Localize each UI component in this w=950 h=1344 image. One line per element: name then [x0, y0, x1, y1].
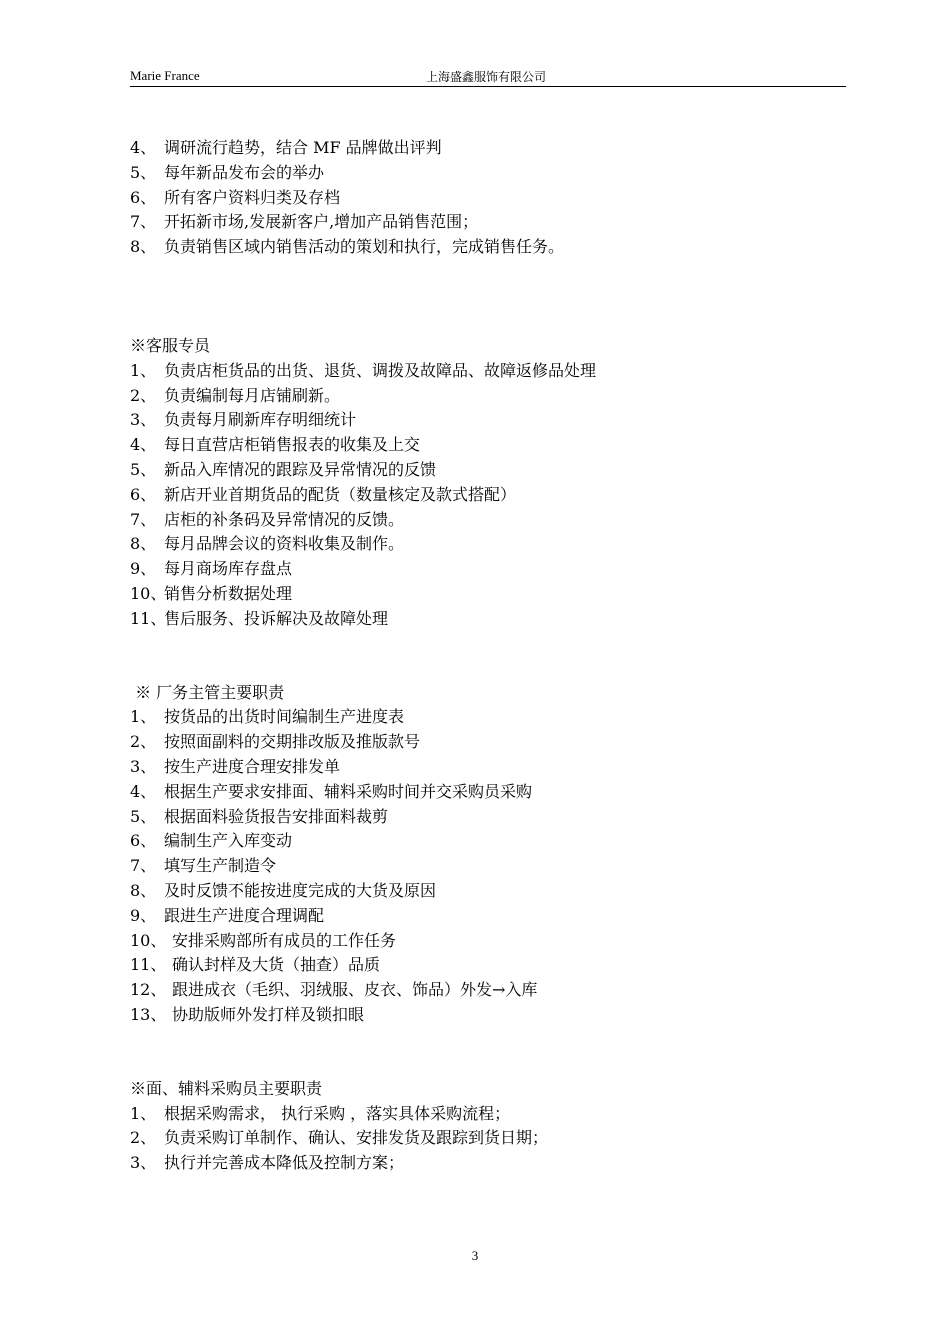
list-item	[130, 186, 846, 211]
list-item-text: 负责采购订单制作、确认、安排发货及跟踪到货日期；	[164, 1128, 549, 1148]
list-item-text: 执行并完善成本降低及控制方案；	[164, 1153, 405, 1173]
list-item	[130, 235, 846, 260]
list-item-text: 编制生产入库变动	[164, 831, 293, 851]
header-company: 上海盛鑫服饰有限公司	[426, 70, 547, 84]
list-item-text: 每日直营店柜销售报表的收集及上交	[164, 435, 421, 455]
list-item-text: 确认封样及大货（抽查）品质	[172, 955, 381, 975]
list-item-number: 2、	[130, 1128, 157, 1148]
service-section-title: ※客服专员	[130, 335, 211, 355]
list-item-number: 1、	[130, 360, 157, 380]
list-item-text: 协助版师外发打样及锁扣眼	[172, 1004, 365, 1024]
factory-section-title: ※ 厂务主管主要职责	[130, 682, 285, 702]
list-item-number: 3、	[130, 1153, 157, 1173]
list-item	[130, 805, 846, 830]
purchase-duties-list	[130, 1102, 846, 1176]
list-item-number: 6、	[130, 484, 157, 504]
list-item-number: 11、	[130, 955, 167, 975]
purchase-section-title: ※面、辅料采购员主要职责	[130, 1078, 323, 1098]
list-item	[130, 161, 846, 186]
list-item-number: 6、	[130, 831, 157, 851]
list-item-number: 1、	[130, 1103, 157, 1123]
list-item-text: 按照面副料的交期排改版及推版款号	[164, 732, 421, 752]
sales-duties-list	[130, 136, 846, 260]
list-item-text: 售后服务、投诉解决及故障处理	[164, 608, 389, 628]
list-item-number: 8、	[130, 534, 157, 554]
list-item-text: 每年新品发布会的举办	[164, 162, 325, 182]
list-item	[130, 582, 846, 607]
list-item-number: 2、	[130, 385, 157, 405]
list-item	[130, 953, 846, 978]
list-item-number: 5、	[130, 806, 157, 826]
list-item-text: 每月商场库存盘点	[164, 559, 293, 579]
list-item	[130, 210, 846, 235]
list-item-text: 及时反馈不能按进度完成的大货及原因	[164, 880, 437, 900]
list-item-number: 5、	[130, 459, 157, 479]
list-item	[130, 607, 846, 632]
list-item-number: 10、	[130, 583, 167, 603]
list-item-text: 按生产进度合理安排发单	[164, 756, 341, 776]
list-item-number: 1、	[130, 707, 157, 727]
list-item	[130, 730, 846, 755]
list-item	[130, 929, 846, 954]
list-item	[130, 829, 846, 854]
service-duties-list	[130, 359, 846, 632]
list-item-number: 9、	[130, 905, 157, 925]
list-item-text: 按货品的出货时间编制生产进度表	[164, 707, 405, 727]
list-item-number: 9、	[130, 559, 157, 579]
list-item-text: 安排采购部所有成员的工作任务	[172, 930, 397, 950]
list-item	[130, 433, 846, 458]
list-item-number: 3、	[130, 410, 157, 430]
list-item-number: 10、	[130, 930, 167, 950]
list-item	[130, 508, 846, 533]
list-item	[130, 854, 846, 879]
list-item-text: 销售分析数据处理	[164, 583, 293, 603]
list-item	[130, 780, 846, 805]
list-item-text: 每月品牌会议的资料收集及制作。	[164, 534, 405, 554]
list-item-number: 4、	[130, 781, 157, 801]
list-item-number: 11、	[130, 608, 167, 628]
list-item-text: 根据生产要求安排面、辅料采购时间并交采购员采购	[164, 781, 533, 801]
list-item-text: 店柜的补条码及异常情况的反馈。	[164, 509, 405, 529]
list-item	[130, 1102, 846, 1127]
list-item-text: 所有客户资料归类及存档	[164, 187, 341, 207]
list-item-text: 调研流行趋势，结合 MF 品牌做出评判	[164, 138, 442, 157]
list-item	[130, 557, 846, 582]
list-item-number: 4、	[130, 138, 157, 157]
list-item	[130, 408, 846, 433]
list-item-text: 负责编制每月店铺刷新。	[164, 385, 341, 405]
list-item-number: 5、	[130, 162, 157, 182]
list-item-text: 根据采购需求， 执行采购 ，落实具体采购流程；	[164, 1103, 511, 1123]
list-item-text: 填写生产制造令	[164, 856, 277, 876]
page-header	[130, 66, 846, 87]
list-item-number: 7、	[130, 212, 157, 232]
list-item	[130, 879, 846, 904]
list-item-number: 8、	[130, 237, 157, 257]
list-item-text: 新品入库情况的跟踪及异常情况的反馈	[164, 459, 437, 479]
list-item	[130, 359, 846, 384]
list-item-number: 12、	[130, 980, 167, 1000]
document-body	[130, 136, 846, 1176]
list-item-text: 跟进生产进度合理调配	[164, 905, 325, 925]
list-item	[130, 705, 846, 730]
list-item-number: 2、	[130, 732, 157, 752]
list-item	[130, 384, 846, 409]
list-item	[130, 458, 846, 483]
list-item	[130, 136, 846, 161]
list-item	[130, 532, 846, 557]
list-item-number: 8、	[130, 880, 157, 900]
list-item-number: 7、	[130, 509, 157, 529]
list-item-number: 7、	[130, 856, 157, 876]
list-item	[130, 978, 846, 1003]
list-item-text: 跟进成衣（毛织、羽绒服、皮衣、饰品）外发→入库	[172, 980, 538, 1000]
list-item	[130, 1003, 846, 1028]
list-item	[130, 904, 846, 929]
list-item-text: 负责店柜货品的出货、退货、调拨及故障品、故障返修品处理	[164, 360, 597, 380]
list-item-number: 13、	[130, 1004, 167, 1024]
list-item	[130, 1126, 846, 1151]
header-brand: Marie France	[130, 68, 200, 83]
list-item-text: 负责销售区域内销售活动的策划和执行，完成销售任务。	[164, 237, 565, 257]
list-item-text: 开拓新市场,发展新客户,增加产品销售范围；	[164, 212, 479, 232]
list-item	[130, 483, 846, 508]
list-item-number: 4、	[130, 435, 157, 455]
list-item-text: 新店开业首期货品的配货（数量核定及款式搭配）	[164, 484, 517, 504]
list-item	[130, 755, 846, 780]
list-item-text: 根据面料验货报告安排面料裁剪	[164, 806, 389, 826]
factory-duties-list	[130, 705, 846, 1027]
list-item-number: 6、	[130, 187, 157, 207]
list-item-number: 3、	[130, 756, 157, 776]
page-number: 3	[471, 1248, 479, 1263]
list-item-text: 负责每月刷新库存明细统计	[164, 410, 357, 430]
list-item	[130, 1151, 846, 1176]
